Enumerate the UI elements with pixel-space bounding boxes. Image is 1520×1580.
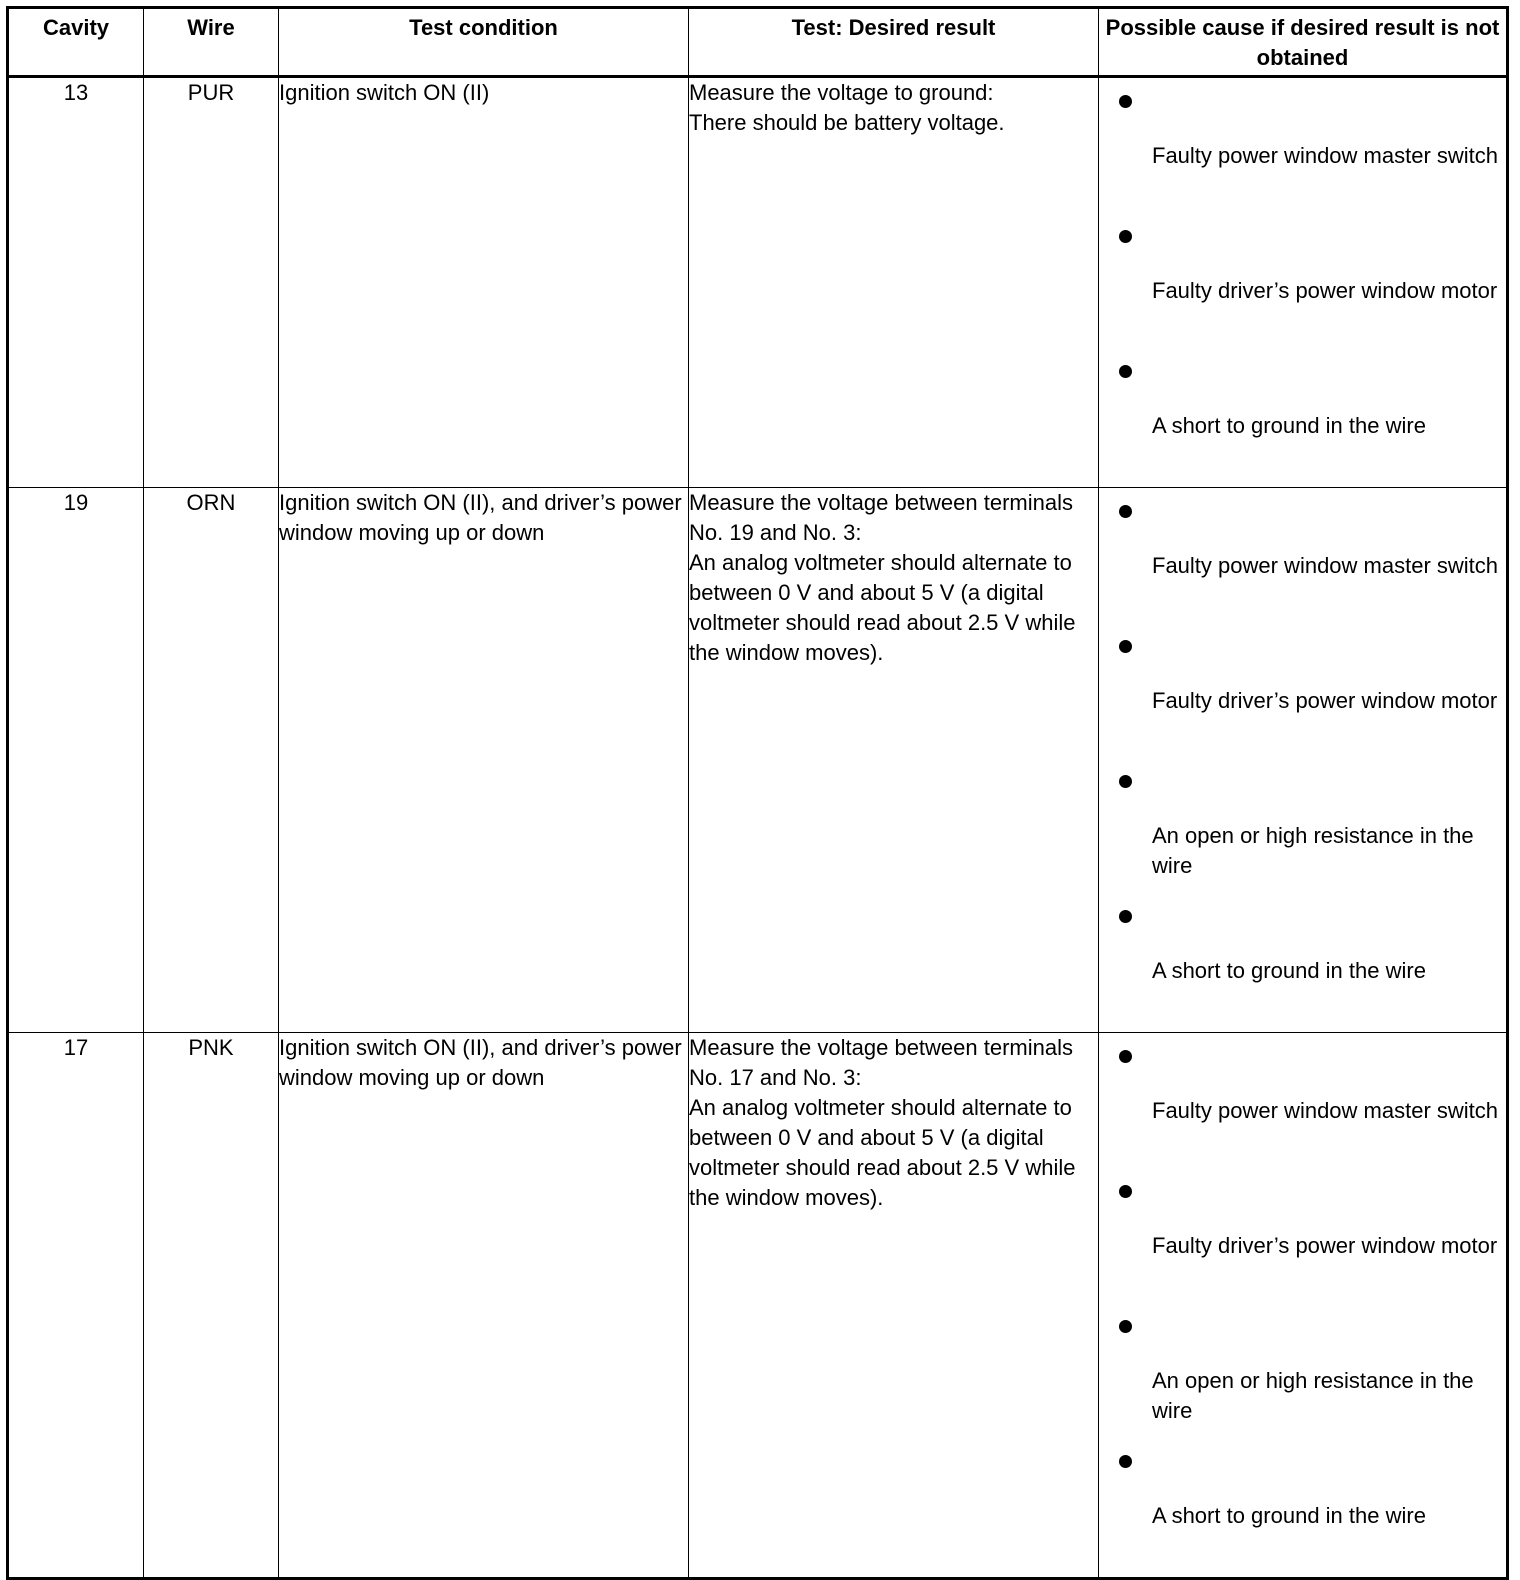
cause-item	[1099, 492, 1506, 627]
cause-text: Faulty power window master switch	[1152, 1098, 1499, 1123]
cause-text: Faulty power window master switch	[1152, 143, 1499, 168]
bullet-icon	[1119, 505, 1132, 518]
test-condition-cell: Ignition switch ON (II), and driver’s power window moving up or down	[279, 488, 689, 1033]
header-desired-result: Test: Desired result	[689, 8, 1099, 77]
bullet-icon	[1119, 95, 1132, 108]
header-test-condition: Test condition	[279, 8, 689, 77]
bullet-icon	[1119, 1320, 1132, 1333]
troubleshooting-table	[6, 6, 1509, 1580]
cause-item	[1099, 1442, 1506, 1577]
cause-text: A short to ground in the wire	[1152, 958, 1426, 983]
header-row	[8, 8, 1508, 77]
bullet-icon	[1119, 1455, 1132, 1468]
cause-text: An open or high resistance in the wire	[1152, 1368, 1474, 1423]
bullet-icon	[1119, 775, 1132, 788]
bullet-icon	[1119, 230, 1132, 243]
possible-cause-cell	[1099, 488, 1508, 1033]
cause-text: A short to ground in the wire	[1152, 1503, 1426, 1528]
table-row	[8, 77, 1508, 488]
cause-item	[1099, 1037, 1506, 1172]
wire-cell: PUR	[144, 77, 279, 488]
cause-item	[1099, 897, 1506, 1032]
header-cavity: Cavity	[8, 8, 144, 77]
test-condition-cell: Ignition switch ON (II), and driver’s power window moving up or down	[279, 1033, 689, 1579]
bullet-icon	[1119, 1050, 1132, 1063]
cause-item	[1099, 82, 1506, 217]
cavity-cell: 13	[8, 77, 144, 488]
cause-item	[1099, 1307, 1506, 1442]
wire-cell: PNK	[144, 1033, 279, 1579]
cause-item	[1099, 627, 1506, 762]
cause-item	[1099, 352, 1506, 487]
possible-cause-cell	[1099, 1033, 1508, 1579]
desired-result-cell: Measure the voltage to ground: There should be battery voltage.	[689, 77, 1099, 488]
wire-cell: ORN	[144, 488, 279, 1033]
cause-text: Faulty driver’s power window motor	[1152, 1233, 1498, 1258]
bullet-icon	[1119, 640, 1132, 653]
cavity-cell: 19	[8, 488, 144, 1033]
desired-result-cell: Measure the voltage between terminals No. 19 and No. 3: An analog voltmeter should alternate to between 0 V and about 5 V (a digital voltmeter should read about 2.5 V while the window moves).	[689, 488, 1099, 1033]
cause-text: Faulty driver’s power window motor	[1152, 688, 1498, 713]
header-possible-cause: Possible cause if desired result is not obtained	[1099, 8, 1508, 77]
cause-text: A short to ground in the wire	[1152, 413, 1426, 438]
cavity-cell: 17	[8, 1033, 144, 1579]
bullet-icon	[1119, 1185, 1132, 1198]
desired-result-cell: Measure the voltage between terminals No. 17 and No. 3: An analog voltmeter should alternate to between 0 V and about 5 V (a digital voltmeter should read about 2.5 V while the window moves).	[689, 1033, 1099, 1579]
cause-item	[1099, 1172, 1506, 1307]
possible-cause-cell	[1099, 77, 1508, 488]
cause-item	[1099, 762, 1506, 897]
test-condition-cell: Ignition switch ON (II)	[279, 77, 689, 488]
bullet-icon	[1119, 910, 1132, 923]
cause-item	[1099, 217, 1506, 352]
table-row	[8, 488, 1508, 1033]
cause-text: Faulty power window master switch	[1152, 553, 1499, 578]
bullet-icon	[1119, 365, 1132, 378]
cause-text: Faulty driver’s power window motor	[1152, 278, 1498, 303]
table-row	[8, 1033, 1508, 1579]
header-wire: Wire	[144, 8, 279, 77]
cause-text: An open or high resistance in the wire	[1152, 823, 1474, 878]
